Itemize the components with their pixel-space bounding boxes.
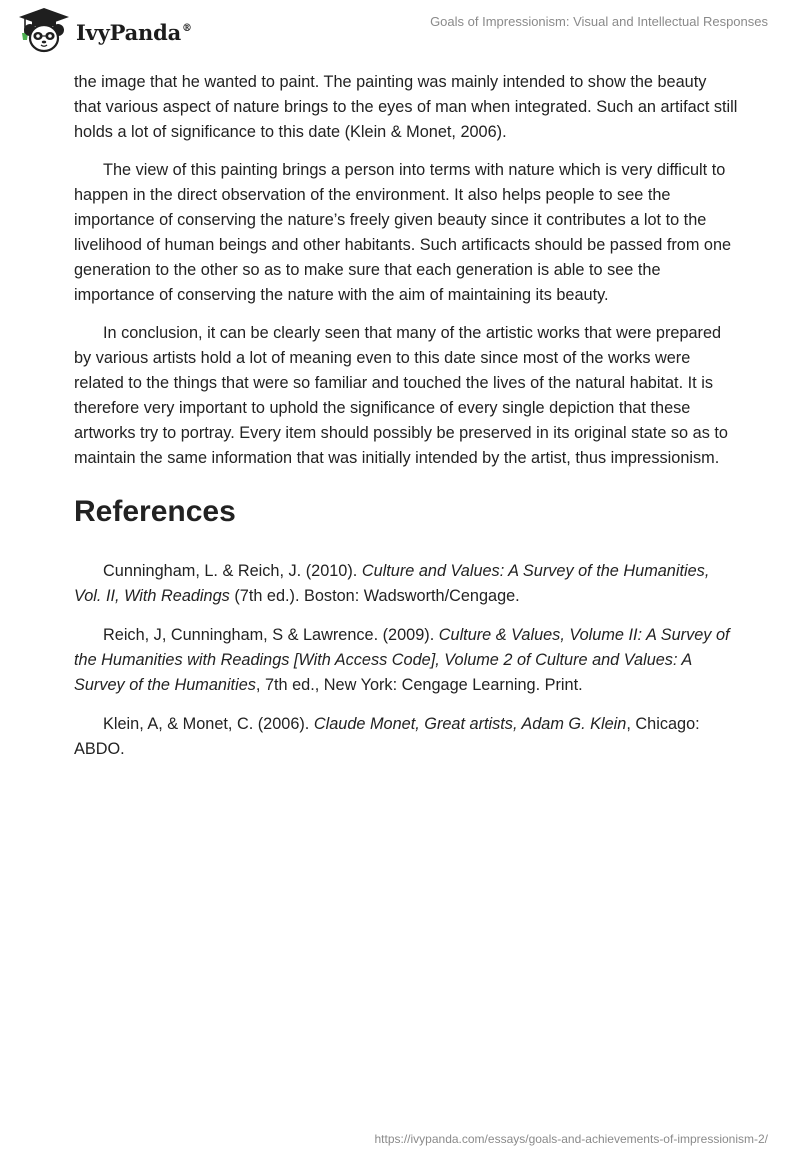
reference-entry: Cunningham, L. & Reich, J. (2010). Culture and Values: A Survey of the Humanities, Vol. II, With Readings (7th ed.). Boston: Wadsworth/Cengage. <box>74 562 710 605</box>
reference-entry: Reich, J, Cunningham, S & Lawrence. (2009). Culture & Values, Volume II: A Survey of the Humanities with Readings [With Access Code], Volume 2 of Culture and Values: A Survey of the Humanities, 7th ed., New York: Cengage Learning. Print. <box>74 626 730 694</box>
ivypanda-logo[interactable] <box>14 7 192 53</box>
essay-content <box>74 70 738 776</box>
reference-title: Culture and Values: A Survey of the Humanities, Vol. II, With Readings <box>74 562 710 605</box>
page-header <box>0 0 800 70</box>
references-heading: References <box>74 495 236 528</box>
paragraph: The view of this painting brings a person into terms with nature which is very difficult to happen in the direct observation of the environment. It also helps people to see the importance of conserving the nature’s freely given beauty since it contributes a lot to the livelihood of human beings and other habitants. Such artificacts should be passed from one generation to the other so as to make sure that each generation is able to see the importance of conserving the nature with the aim of maintaining its beauty. <box>74 161 732 304</box>
reference-title: Claude Monet, Great artists, Adam G. Klein <box>313 715 627 733</box>
source-url-link[interactable]: https://ivypanda.com/essays/goals-and-achievements-of-impressionism-2/ <box>374 1132 768 1146</box>
paragraph: the image that he wanted to paint. The painting was mainly intended to show the beauty that various aspect of nature brings to the eyes of man when integrated. Such an artifact still holds a lot of significance to this date (Klein & Monet, 2006). <box>74 73 738 141</box>
brand-name: IvyPanda® <box>76 19 192 45</box>
reference-entry: Klein, A, & Monet, C. (2006). Claude Monet, Great artists, Adam G. Klein, Chicago: ABDO. <box>74 715 700 758</box>
paragraph: In conclusion, it can be clearly seen that many of the artistic works that were prepared by various artists hold a lot of meaning even to this date since most of the works were related to the things that were so familiar and touched the lives of the natural habitat. It is therefore very important to uphold the significance of every single depiction that these artworks try to portray. Every item should possibly be preserved in its original state so as to maintain the same information that was initially intended by the artist, thus impressionism. <box>74 324 728 467</box>
reference-title: Culture & Values, Volume II: A Survey of the Humanities with Readings [With Access Code], Volume 2 of Culture and Values: A Survey of the Humanities <box>74 626 730 694</box>
document-title: Goals of Impressionism: Visual and Intellectual Responses <box>430 14 768 29</box>
panda-graduate-icon <box>14 7 74 53</box>
